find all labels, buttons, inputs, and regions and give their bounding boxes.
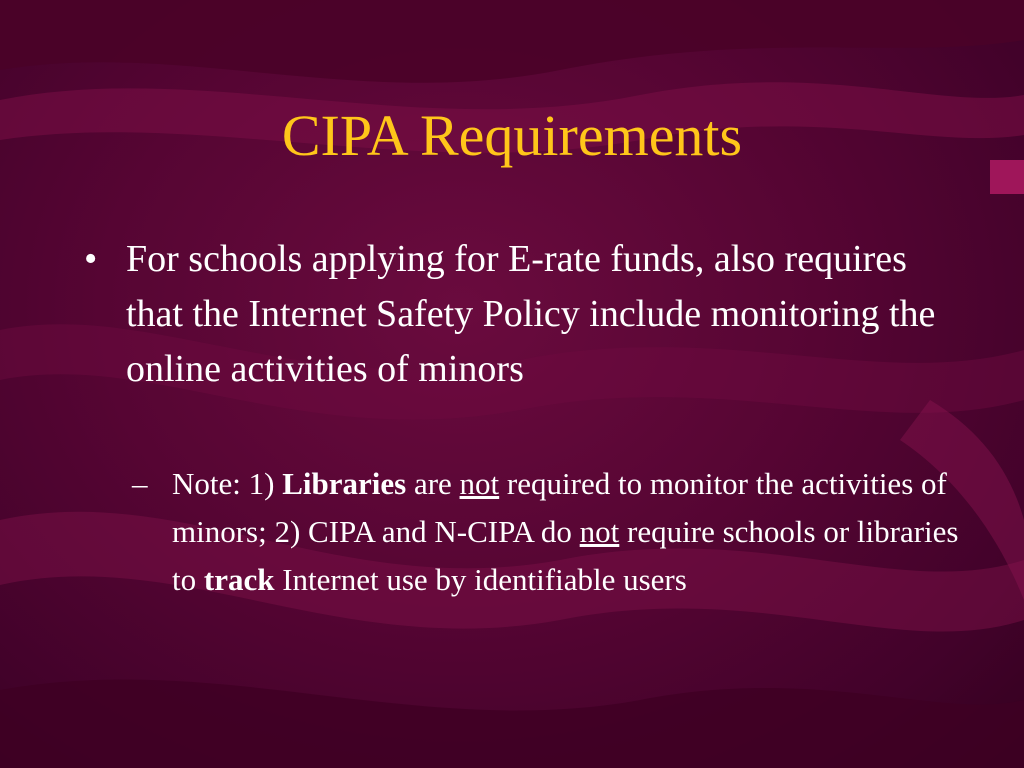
not-underlined-2: not — [579, 514, 620, 549]
note-text-1: Note: 1) — [172, 466, 283, 501]
sub-bullet-item — [132, 460, 962, 604]
bullet-text: For schools applying for E-rate funds, also requires that the Internet Safety Policy include monitoring the online activities of minors — [126, 238, 936, 390]
bullet-item — [84, 232, 956, 397]
sub-bullet-text — [172, 466, 958, 597]
bullet-marker: • — [84, 238, 98, 280]
swoosh-top — [0, 0, 1024, 83]
note-text-5: required to monitor the activities of minors; 2) CIPA and N-CIPA do — [172, 466, 947, 549]
note-text-7: require schools or libraries to — [172, 514, 959, 597]
note-text-9: Internet use by identifiable users — [274, 562, 687, 597]
libraries-bold: Libraries — [282, 466, 407, 501]
slide-title: CIPA Requirements — [281, 103, 743, 168]
track-bold: track — [203, 562, 275, 597]
note-text-3: are — [406, 466, 460, 501]
not-underlined-1: not — [459, 466, 500, 501]
sub-bullet-marker: – — [132, 466, 148, 501]
swoosh-bottom — [0, 679, 1024, 768]
